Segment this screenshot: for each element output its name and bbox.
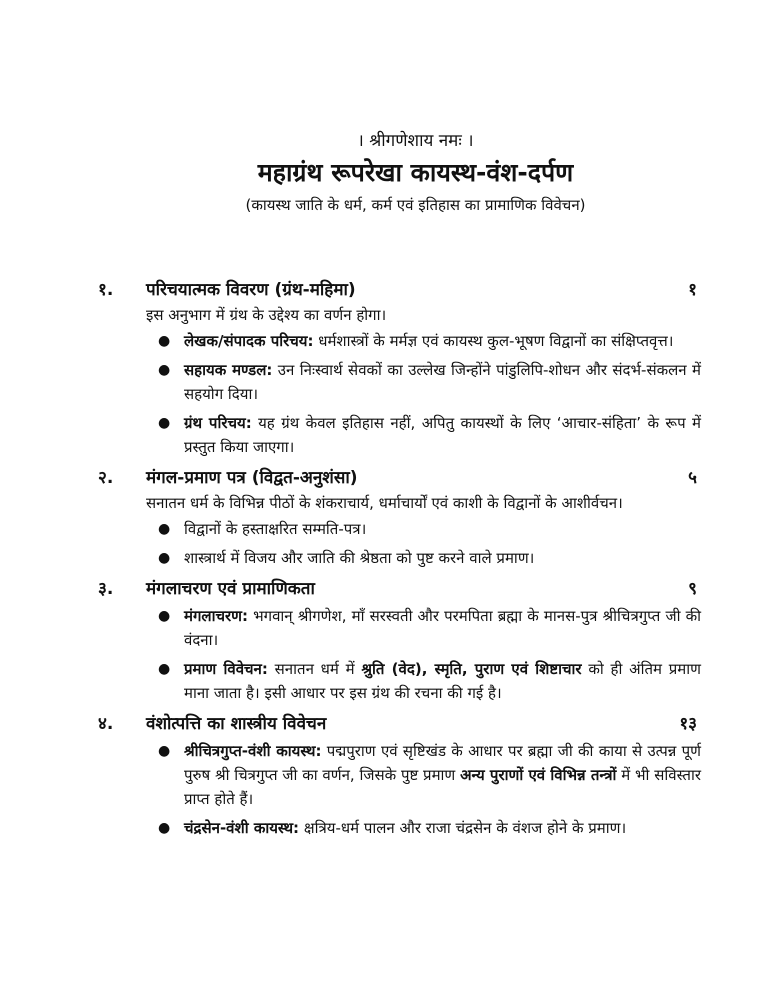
section-title: मंगलाचरण एवं प्रामाणिकता — [146, 579, 315, 599]
list-item — [146, 411, 701, 459]
section-page-number: १३ — [679, 714, 697, 734]
bullet-icon: ● — [158, 608, 171, 624]
bullet-icon: ● — [158, 333, 171, 349]
item-emphasis: श्रुति (वेद), स्मृति, पुराण एवं शिष्टाचार — [361, 660, 582, 678]
bullet-icon: ● — [158, 550, 171, 566]
bullet-icon: ● — [158, 415, 171, 431]
section-body — [146, 303, 701, 459]
bullet-list — [146, 517, 701, 570]
list-item — [146, 739, 701, 811]
item-text: भगवान् श्रीगणेश, माँ सरस्वती और परमपिता ब्रह्मा के मानस-पुत्र श्रीचित्रगुप्त जी की वंदना। — [184, 607, 701, 649]
item-emphasis: अन्य पुराणों एवं विभिन्न तन्त्रों — [460, 766, 617, 784]
section-number: १. — [98, 280, 114, 300]
item-label: श्रीचित्रगुप्त-वंशी कायस्थ: — [184, 742, 322, 760]
section-heading — [98, 465, 701, 491]
invocation: । श्रीगणेशाय नमः । — [357, 131, 474, 151]
item-text: यह ग्रंथ केवल इतिहास नहीं, अपितु कायस्थों के लिए ‘आचार-संहिता’ के रूप में प्रस्तुत किया जाएगा। — [184, 414, 701, 456]
section-page-number: ९ — [688, 579, 697, 599]
item-text: को ही अंतिम प्रमाण माना जाता है। इसी आधार पर इस ग्रंथ की रचना की गई है। — [184, 660, 702, 702]
contents-list — [98, 277, 701, 840]
section-body — [146, 604, 701, 705]
section-number: ३. — [98, 579, 114, 599]
section-intro: सनातन धर्म के विभिन्न पीठों के शंकराचार्य, धर्माचार्यों एवं काशी के विद्वानों के आशीर्वचन। — [146, 494, 623, 512]
contents-section — [98, 711, 701, 840]
list-item — [146, 816, 701, 840]
section-body — [146, 491, 701, 570]
item-text: सनातन धर्म में — [267, 660, 362, 678]
section-heading — [98, 711, 701, 737]
contents-section — [98, 277, 701, 459]
bullet-icon: ● — [158, 661, 171, 677]
contents-section — [98, 465, 701, 570]
item-label: मंगलाचरण: — [184, 607, 248, 625]
section-heading — [98, 576, 701, 602]
section-title: मंगल-प्रमाण पत्र (विद्वत-अनुशंसा) — [146, 468, 358, 488]
section-page-number: १ — [688, 280, 697, 300]
section-body — [146, 739, 701, 840]
section-title: वंशोत्पत्ति का शास्त्रीय विवेचन — [146, 714, 327, 734]
page-subtitle: (कायस्थ जाति के धर्म, कर्म एवं इतिहास का प्रामाणिक विवेचन) — [245, 196, 586, 214]
bullet-list — [146, 739, 701, 840]
section-page-number: ५ — [688, 468, 697, 488]
section-heading — [98, 277, 701, 303]
item-text: क्षत्रिय-धर्म पालन और राजा चंद्रसेन के वंशज होने के प्रमाण। — [299, 819, 627, 837]
list-item — [146, 517, 701, 541]
list-item — [146, 329, 701, 353]
bullet-icon: ● — [158, 820, 171, 836]
item-label: लेखक/संपादक परिचय: — [184, 332, 314, 350]
item-label: चंद्रसेन-वंशी कायस्थ: — [184, 819, 300, 837]
list-item — [146, 657, 701, 705]
item-text: धर्मशास्त्रों के मर्मज्ञ एवं कायस्थ कुल-भूषण विद्वानों का संक्षिप्तवृत्त। — [313, 332, 674, 350]
contents-section — [98, 576, 701, 705]
item-label: प्रमाण विवेचन: — [184, 660, 268, 678]
section-number: २. — [98, 468, 114, 488]
list-item — [146, 604, 701, 652]
item-text: विद्वानों के हस्ताक्षरित सम्मति-पत्र। — [184, 520, 367, 538]
bullet-list — [146, 604, 701, 705]
bullet-icon: ● — [158, 362, 171, 378]
list-item — [146, 546, 701, 570]
item-label: ग्रंथ परिचय: — [184, 414, 252, 432]
section-intro: इस अनुभाग में ग्रंथ के उद्देश्य का वर्णन होगा। — [146, 306, 387, 324]
section-title: परिचयात्मक विवरण (ग्रंथ-महिमा) — [146, 280, 356, 300]
section-number: ४. — [98, 714, 114, 734]
item-text: में भी सविस्तार प्राप्त होते हैं। — [184, 766, 701, 808]
header — [130, 128, 701, 215]
bullet-icon: ● — [158, 521, 171, 537]
page-title: महाग्रंथ रूपरेखा कायस्थ-वंश-दर्पण — [257, 158, 574, 187]
bullet-icon: ● — [158, 743, 171, 759]
item-text: उन निःस्वार्थ सेवकों का उल्लेख जिन्होंने पांडुलिपि-शोधन और संदर्भ-संकलन में सहयोग दिया। — [184, 361, 701, 403]
bullet-list — [146, 329, 701, 459]
item-text: पद्मपुराण एवं सृष्टिखंड के आधार पर ब्रह्मा जी की काया से उत्पन्न पूर्ण पुरुष श्री चित्रगुप्त जी का वर्णन, जिसके पुष्ट प्रमाण — [184, 742, 701, 784]
item-label: सहायक मण्डल: — [184, 361, 273, 379]
list-item — [146, 358, 701, 406]
item-text: शास्त्रार्थ में विजय और जाति की श्रेष्ठता को पुष्ट करने वाले प्रमाण। — [184, 549, 535, 567]
